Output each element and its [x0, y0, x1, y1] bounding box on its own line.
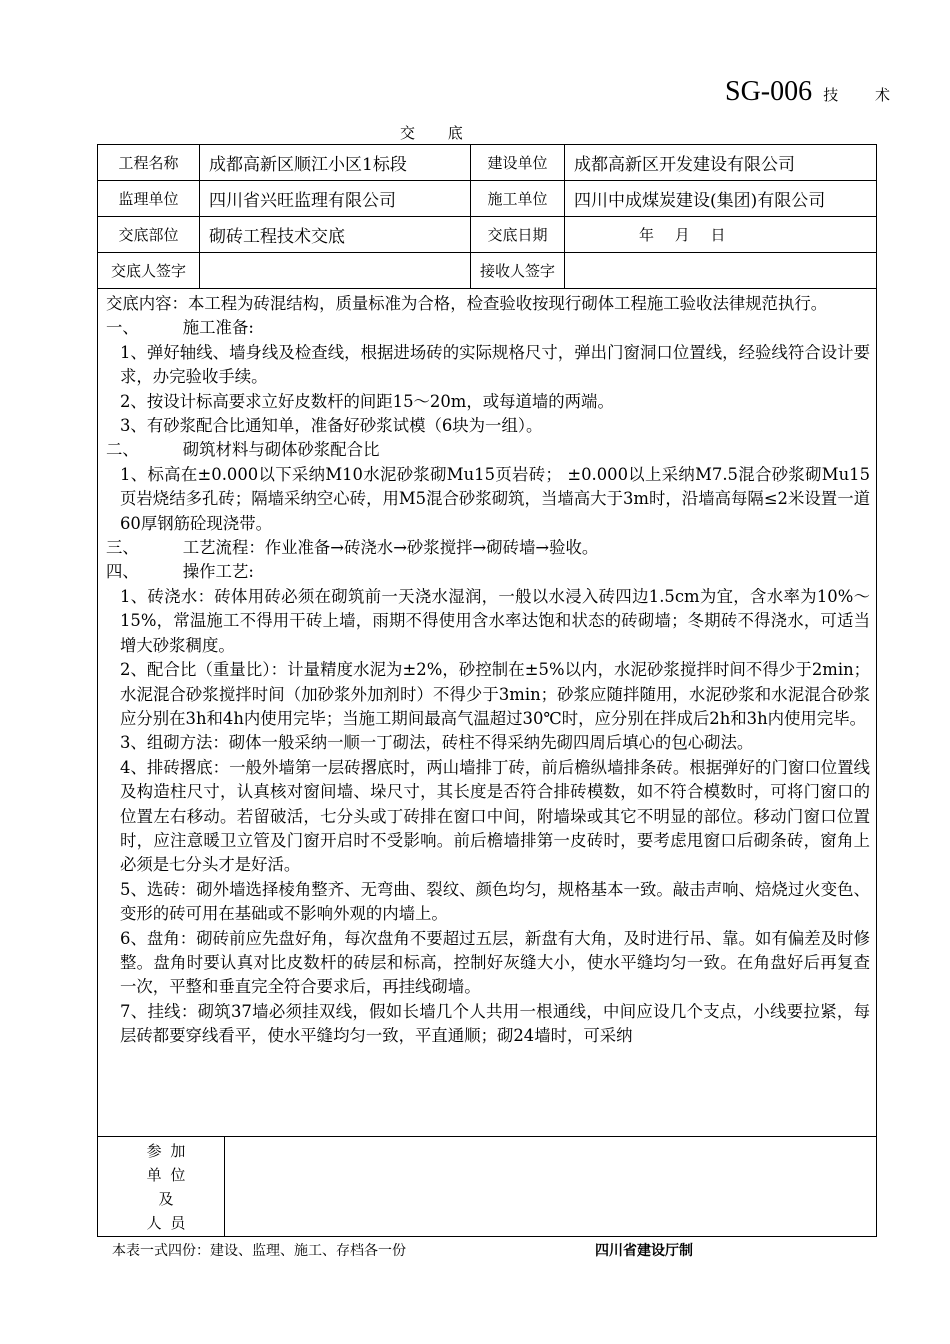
section-2-item-1: 1、标高在±0.000以下采纳M10水泥砂浆砌Mu15页岩砖； ±0.000以上采纳M7.5混合砂浆砌Mu15页岩烧结多孔砖；隔墙采纳空心砖，用M5混合砂浆砌筑，当墙高大于3m时，沿墙高每隔≤2米设置一道60厚钢筋砼现浇带。: [120, 464, 871, 533]
participants-label-line-3: 及: [158, 1189, 176, 1208]
section-4-heading: [106, 560, 870, 584]
form-header: [725, 76, 906, 108]
participants-label-line-1: 参 加: [146, 1141, 188, 1160]
section-1-item-3: 3、有砂浆配合比通知单，准备好砂浆试模（6块为一组）。: [120, 416, 543, 436]
part-value: 砌砖工程技术交底: [200, 217, 471, 253]
section-4-item-7: 7、挂线：砌筑37墙必须挂双线，假如长墙几个人共用一根通线，中间应设几个支点，小线要拉紧，每层砖都要穿线看平，使水平缝均匀一致，平直通顺；砌24墙时，可采纳: [120, 1001, 871, 1046]
part-label: 交底部位: [98, 217, 200, 253]
participants-label-line-4: 人 员: [146, 1213, 188, 1232]
section-4-item-5: 5、选砖：砌外墙选择棱角整齐、无弯曲、裂纹、颜色均匀，规格基本一致。敲击声响、焙烧过火变色、变形的砖可用在基础或不影响外观的内墙上。: [120, 879, 871, 924]
section-4-item-1: 1、砖浇水：砖体用砖必须在砌筑前一天浇水湿润，一般以水浸入砖四边1.5cm为宜，含水率为10%～15%，常温施工不得用干砖上墙，雨期不得使用含水率达饱和状态的砖砌墙；冬期砖不得浇水，可适当增大砂浆稠度。: [120, 586, 871, 655]
disclosure-content: [98, 289, 877, 1137]
row-content: [98, 289, 877, 1137]
footer-note: 本表一式四份：建设、监理、施工、存档各一份: [112, 1243, 406, 1259]
project-name-label: 工程名称: [98, 145, 200, 181]
owner-value: 成都高新区开发建设有限公司: [565, 145, 877, 181]
contractor-value: 四川中成煤炭建设(集团)有限公司: [565, 181, 877, 217]
section-1-heading: [106, 316, 870, 340]
row-signatures: [98, 253, 877, 289]
receiver-sign-label: 接收人签字: [471, 253, 565, 289]
section-1-item-1: 1、弹好轴线、墙身线及检查线，根据进场砖的实际规格尺寸，弹出门窗洞口位置线，经验线符合设计要求，办完验收手续。: [120, 342, 871, 387]
date-value: 年 月 日: [565, 217, 877, 253]
participants-field[interactable]: [225, 1137, 877, 1237]
section-3-num: 三、: [106, 538, 139, 558]
footer-issuer: 四川省建设厅制: [595, 1243, 693, 1259]
form-title-part2: 交 底: [400, 124, 477, 142]
section-4-item-3: 3、组砌方法：砌体一般采纳一顺一丁砌法，砖柱不得采纳先砌四周后填心的包心砌法。: [120, 733, 754, 753]
section-4-num: 四、: [106, 562, 139, 582]
project-name-value: 成都高新区顺江小区1标段: [200, 145, 471, 181]
disclosure-form-table: [97, 144, 877, 1237]
section-1-item-2: 2、按设计标高要求立好皮数杆的间距15～20m，或每道墙的两端。: [120, 391, 614, 411]
row-participants: [98, 1137, 877, 1237]
section-4-item-4: 4、排砖撂底：一般外墙第一层砖撂底时，两山墙排丁砖，前后檐纵墙排条砖。根据弹好的门窗口位置线及构造柱尺寸，认真核对窗间墙、垛尺寸，其长度是否符合排砖模数，如不符合模数时，可将门窗口的位置左右移动。若留破活，七分头或丁砖排在窗口中间，附墙垛或其它不明显的部位。移动门窗口位置时，应注意暖卫立管及门窗开启时不受影响。前后檐墙排第一皮砖时，要考虑甩窗口后砌条砖，窗角上必须是七分头才是好活。: [120, 757, 871, 875]
giver-sign-label: 交底人签字: [98, 253, 200, 289]
giver-sign-field[interactable]: [200, 253, 471, 289]
section-4-title: 操作工艺:: [182, 562, 254, 582]
section-3-heading: [106, 536, 870, 560]
form-code: SG-006: [725, 76, 813, 107]
row-supervisor: [98, 181, 877, 217]
section-2-num: 二、: [106, 440, 139, 460]
section-2-heading: [106, 438, 870, 462]
row-part: [98, 217, 877, 253]
section-2-title: 砌筑材料与砌体砂浆配合比: [182, 440, 380, 460]
row-project: [98, 145, 877, 181]
participants-label: [98, 1137, 225, 1237]
receiver-sign-field[interactable]: [565, 253, 877, 289]
form-title-part1: 技 术: [823, 86, 906, 104]
owner-label: 建设单位: [471, 145, 565, 181]
participants-label-line-2: 单 位: [146, 1165, 188, 1184]
content-intro: 交底内容：本工程为砖混结构，质量标准为合格，检查验收按现行砌体工程施工验收法律规范执行。: [106, 294, 828, 313]
section-1-title: 施工准备:: [182, 318, 254, 338]
section-3-title: 工艺流程：作业准备→砖浇水→砂浆搅拌→砌砖墙→验收。: [182, 538, 599, 558]
supervisor-value: 四川省兴旺监理有限公司: [200, 181, 471, 217]
section-1-num: 一、: [106, 318, 139, 338]
section-4-item-6: 6、盘角：砌砖前应先盘好角，每次盘角不要超过五层，新盘有大角，及时进行吊、靠。如有偏差及时修整。盘角时要认真对比皮数杆的砖层和标高，控制好灰缝大小，使水平缝均匀一致。在角盘好后再复查一次，平整和垂直完全符合要求后，再挂线砌墙。: [120, 928, 871, 997]
date-label: 交底日期: [471, 217, 565, 253]
section-4-item-2: 2、配合比（重量比）：计量精度水泥为±2%，砂控制在±5%以内，水泥砂浆搅拌时间不得少于2min；水泥混合砂浆搅拌时间（加砂浆外加剂时）不得少于3min；砂浆应随拌随用，水泥砂浆和水泥混合砂浆应分别在3h和4h内使用完毕；当施工期间最高气温超过30℃时，应分别在拌成后2h和3h内使用完毕。: [120, 660, 871, 728]
supervisor-label: 监理单位: [98, 181, 200, 217]
contractor-label: 施工单位: [471, 181, 565, 217]
